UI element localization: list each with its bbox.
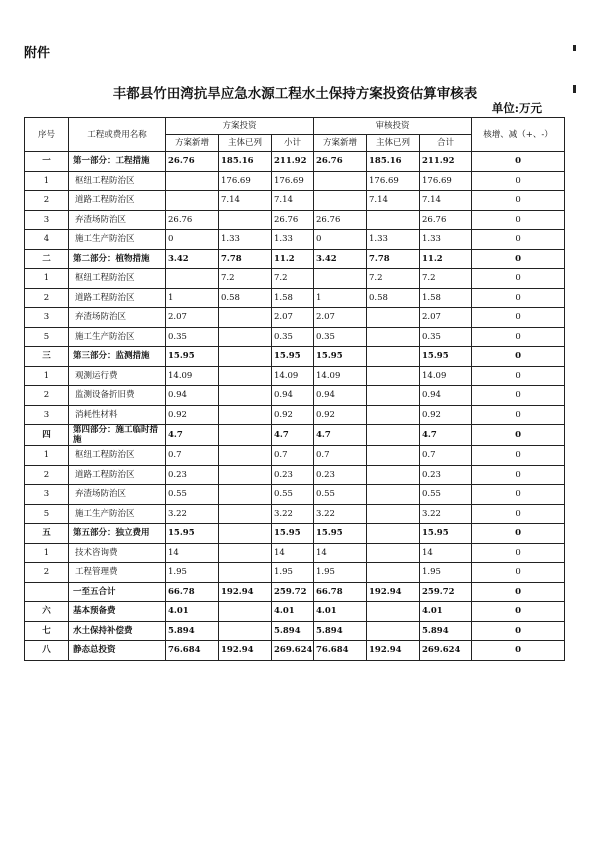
review-main-cell	[367, 563, 420, 583]
plan-new-cell: 14.09	[166, 366, 219, 386]
plan-new-cell	[166, 191, 219, 211]
header-no: 序号	[25, 118, 69, 152]
review-new-cell: 4.7	[314, 425, 367, 446]
review-new-cell: 0.55	[314, 485, 367, 505]
unit-label: 单位:万元	[491, 101, 542, 115]
plan-subtotal-cell: 15.95	[272, 347, 314, 367]
review-main-cell	[367, 308, 420, 328]
row-number: 5	[25, 327, 69, 347]
diff-cell: 0	[472, 288, 565, 308]
review-total-cell: 1.58	[420, 288, 472, 308]
edge-mark	[573, 85, 576, 93]
plan-main-cell	[219, 405, 272, 425]
attachment-label: 附件	[24, 46, 51, 61]
diff-cell: 0	[472, 366, 565, 386]
plan-main-cell	[219, 347, 272, 367]
table-row	[25, 504, 565, 524]
diff-cell: 0	[472, 249, 565, 269]
review-main-cell	[367, 210, 420, 230]
review-new-cell: 0.7	[314, 446, 367, 466]
table-row	[25, 210, 565, 230]
row-name: 第四部分：施工临时措施	[69, 425, 166, 446]
review-main-cell	[367, 621, 420, 641]
plan-new-cell: 0.35	[166, 327, 219, 347]
review-total-cell: 4.01	[420, 602, 472, 622]
review-main-cell: 7.14	[367, 191, 420, 211]
row-name: 施工生产防治区	[69, 504, 166, 524]
row-name: 第二部分：植物措施	[69, 249, 166, 269]
diff-cell: 0	[472, 405, 565, 425]
row-number: 3	[25, 485, 69, 505]
plan-subtotal-cell: 14	[272, 543, 314, 563]
plan-new-cell: 1	[166, 288, 219, 308]
plan-new-cell: 15.95	[166, 347, 219, 367]
table-row	[25, 582, 565, 602]
table-row	[25, 543, 565, 563]
review-total-cell: 15.95	[420, 347, 472, 367]
review-total-cell: 7.2	[420, 269, 472, 289]
diff-cell: 0	[472, 230, 565, 250]
review-new-cell: 1	[314, 288, 367, 308]
review-new-cell: 0.94	[314, 386, 367, 406]
diff-cell: 0	[472, 210, 565, 230]
review-total-cell: 0.23	[420, 465, 472, 485]
review-total-cell: 176.69	[420, 171, 472, 191]
table-row	[25, 425, 565, 446]
row-number: 1	[25, 366, 69, 386]
review-new-cell: 1.95	[314, 563, 367, 583]
row-number: 三	[25, 347, 69, 367]
plan-new-cell: 14	[166, 543, 219, 563]
review-total-cell: 2.07	[420, 308, 472, 328]
row-number: 2	[25, 288, 69, 308]
plan-subtotal-cell: 1.95	[272, 563, 314, 583]
diff-cell: 0	[472, 152, 565, 172]
row-name: 道路工程防治区	[69, 465, 166, 485]
review-main-cell	[367, 446, 420, 466]
review-total-cell: 4.7	[420, 425, 472, 446]
plan-subtotal-cell: 0.7	[272, 446, 314, 466]
review-new-cell: 14.09	[314, 366, 367, 386]
table-row	[25, 641, 565, 661]
review-main-cell	[367, 543, 420, 563]
review-total-cell: 0.94	[420, 386, 472, 406]
review-total-cell: 14.09	[420, 366, 472, 386]
plan-main-cell	[219, 308, 272, 328]
row-number: 一	[25, 152, 69, 172]
plan-main-cell	[219, 485, 272, 505]
edge-mark	[573, 45, 576, 51]
plan-subtotal-cell: 0.55	[272, 485, 314, 505]
review-main-cell	[367, 405, 420, 425]
header-diff: 核增、减（+、-）	[472, 118, 565, 152]
header-name: 工程或费用名称	[69, 118, 166, 152]
header-plan-new: 方案新增	[166, 135, 219, 152]
diff-cell: 0	[472, 171, 565, 191]
row-name: 施工生产防治区	[69, 327, 166, 347]
review-main-cell: 7.78	[367, 249, 420, 269]
row-number: 2	[25, 191, 69, 211]
row-number: 五	[25, 524, 69, 544]
review-new-cell: 0	[314, 230, 367, 250]
plan-main-cell	[219, 425, 272, 446]
review-new-cell: 4.01	[314, 602, 367, 622]
table-row	[25, 152, 565, 172]
plan-main-cell	[219, 465, 272, 485]
row-number: 4	[25, 230, 69, 250]
review-total-cell: 1.33	[420, 230, 472, 250]
review-main-cell	[367, 425, 420, 446]
row-number: 2	[25, 563, 69, 583]
row-number: 七	[25, 621, 69, 641]
diff-cell: 0	[472, 582, 565, 602]
plan-subtotal-cell: 15.95	[272, 524, 314, 544]
review-main-cell	[367, 465, 420, 485]
review-total-cell: 11.2	[420, 249, 472, 269]
diff-cell: 0	[472, 485, 565, 505]
row-name: 弃渣场防治区	[69, 485, 166, 505]
review-total-cell: 15.95	[420, 524, 472, 544]
document-title: 丰都县竹田湾抗旱应急水源工程水土保持方案投资估算审核表	[112, 86, 478, 102]
plan-new-cell: 4.7	[166, 425, 219, 446]
review-new-cell: 26.76	[314, 210, 367, 230]
plan-new-cell: 3.22	[166, 504, 219, 524]
row-name: 施工生产防治区	[69, 230, 166, 250]
diff-cell: 0	[472, 543, 565, 563]
diff-cell: 0	[472, 347, 565, 367]
row-name: 水土保持补偿费	[69, 621, 166, 641]
plan-main-cell	[219, 327, 272, 347]
plan-main-cell: 7.2	[219, 269, 272, 289]
diff-cell: 0	[472, 425, 565, 446]
plan-main-cell	[219, 602, 272, 622]
review-main-cell: 0.58	[367, 288, 420, 308]
header-review-sum: 合计	[420, 135, 472, 152]
row-number: 八	[25, 641, 69, 661]
review-main-cell	[367, 327, 420, 347]
diff-cell: 0	[472, 563, 565, 583]
row-number: 2	[25, 465, 69, 485]
plan-main-cell: 1.33	[219, 230, 272, 250]
review-new-cell: 5.894	[314, 621, 367, 641]
table-row	[25, 288, 565, 308]
review-total-cell: 1.95	[420, 563, 472, 583]
plan-new-cell: 0.92	[166, 405, 219, 425]
review-main-cell	[367, 504, 420, 524]
row-name: 工程管理费	[69, 563, 166, 583]
table-row	[25, 230, 565, 250]
table-row	[25, 524, 565, 544]
plan-subtotal-cell: 211.92	[272, 152, 314, 172]
plan-subtotal-cell: 259.72	[272, 582, 314, 602]
table-row	[25, 366, 565, 386]
plan-subtotal-cell: 2.07	[272, 308, 314, 328]
plan-subtotal-cell: 26.76	[272, 210, 314, 230]
row-number: 1	[25, 446, 69, 466]
row-number: 3	[25, 210, 69, 230]
plan-main-cell: 185.16	[219, 152, 272, 172]
row-number: 3	[25, 405, 69, 425]
table-row	[25, 602, 565, 622]
plan-new-cell	[166, 171, 219, 191]
table-row	[25, 563, 565, 583]
review-main-cell: 192.94	[367, 641, 420, 661]
plan-main-cell: 0.58	[219, 288, 272, 308]
plan-new-cell: 3.42	[166, 249, 219, 269]
plan-subtotal-cell: 11.2	[272, 249, 314, 269]
header-review-new: 方案新增	[314, 135, 367, 152]
review-new-cell: 3.22	[314, 504, 367, 524]
plan-new-cell: 76.684	[166, 641, 219, 661]
review-total-cell: 269.624	[420, 641, 472, 661]
review-total-cell: 0.35	[420, 327, 472, 347]
plan-main-cell: 192.94	[219, 582, 272, 602]
row-name: 一至五合计	[69, 582, 166, 602]
plan-new-cell: 66.78	[166, 582, 219, 602]
row-number: 1	[25, 171, 69, 191]
review-total-cell: 0.55	[420, 485, 472, 505]
review-main-cell	[367, 524, 420, 544]
row-name: 第一部分：工程措施	[69, 152, 166, 172]
review-main-cell	[367, 366, 420, 386]
plan-main-cell	[219, 524, 272, 544]
review-new-cell	[314, 191, 367, 211]
plan-main-cell	[219, 366, 272, 386]
diff-cell: 0	[472, 602, 565, 622]
table-row	[25, 249, 565, 269]
review-main-cell: 1.33	[367, 230, 420, 250]
review-total-cell: 14	[420, 543, 472, 563]
plan-subtotal-cell: 4.7	[272, 425, 314, 446]
row-name: 枢纽工程防治区	[69, 446, 166, 466]
review-main-cell	[367, 347, 420, 367]
diff-cell: 0	[472, 308, 565, 328]
plan-new-cell: 0.55	[166, 485, 219, 505]
investment-review-table	[24, 117, 565, 661]
row-name: 监测设备折旧费	[69, 386, 166, 406]
table-row	[25, 171, 565, 191]
diff-cell: 0	[472, 269, 565, 289]
plan-main-cell	[219, 210, 272, 230]
plan-subtotal-cell: 269.624	[272, 641, 314, 661]
review-total-cell: 0.92	[420, 405, 472, 425]
row-number: 1	[25, 543, 69, 563]
review-new-cell: 0.92	[314, 405, 367, 425]
plan-main-cell: 176.69	[219, 171, 272, 191]
review-total-cell: 211.92	[420, 152, 472, 172]
table-row	[25, 269, 565, 289]
review-new-cell: 26.76	[314, 152, 367, 172]
review-new-cell: 66.78	[314, 582, 367, 602]
plan-main-cell	[219, 621, 272, 641]
review-total-cell: 7.14	[420, 191, 472, 211]
plan-subtotal-cell: 176.69	[272, 171, 314, 191]
table-row	[25, 465, 565, 485]
row-number: 1	[25, 269, 69, 289]
review-new-cell: 0.35	[314, 327, 367, 347]
table-row	[25, 405, 565, 425]
review-total-cell: 0.7	[420, 446, 472, 466]
row-name: 技术咨询费	[69, 543, 166, 563]
row-name: 枢纽工程防治区	[69, 269, 166, 289]
plan-new-cell: 26.76	[166, 210, 219, 230]
plan-subtotal-cell: 0.23	[272, 465, 314, 485]
plan-main-cell: 192.94	[219, 641, 272, 661]
diff-cell: 0	[472, 191, 565, 211]
plan-new-cell: 26.76	[166, 152, 219, 172]
diff-cell: 0	[472, 621, 565, 641]
plan-main-cell	[219, 386, 272, 406]
table-row	[25, 347, 565, 367]
diff-cell: 0	[472, 641, 565, 661]
review-total-cell: 3.22	[420, 504, 472, 524]
plan-subtotal-cell: 0.92	[272, 405, 314, 425]
plan-main-cell: 7.78	[219, 249, 272, 269]
table-row	[25, 621, 565, 641]
row-name: 弃渣场防治区	[69, 308, 166, 328]
plan-main-cell	[219, 446, 272, 466]
plan-main-cell	[219, 504, 272, 524]
review-main-cell: 176.69	[367, 171, 420, 191]
row-name: 第五部分：独立费用	[69, 524, 166, 544]
review-main-cell: 7.2	[367, 269, 420, 289]
table-body	[25, 152, 565, 661]
plan-new-cell: 0.7	[166, 446, 219, 466]
row-name: 观测运行费	[69, 366, 166, 386]
review-total-cell: 5.894	[420, 621, 472, 641]
row-name: 静态总投资	[69, 641, 166, 661]
plan-new-cell: 2.07	[166, 308, 219, 328]
row-number: 3	[25, 308, 69, 328]
review-new-cell: 2.07	[314, 308, 367, 328]
review-new-cell: 15.95	[314, 347, 367, 367]
plan-new-cell: 0	[166, 230, 219, 250]
row-number	[25, 582, 69, 602]
plan-new-cell: 1.95	[166, 563, 219, 583]
diff-cell: 0	[472, 386, 565, 406]
table-row	[25, 327, 565, 347]
row-name: 道路工程防治区	[69, 191, 166, 211]
header-review: 审核投资	[314, 118, 472, 135]
row-number: 四	[25, 425, 69, 446]
diff-cell: 0	[472, 465, 565, 485]
review-main-cell	[367, 386, 420, 406]
diff-cell: 0	[472, 524, 565, 544]
row-name: 基本预备费	[69, 602, 166, 622]
plan-new-cell: 15.95	[166, 524, 219, 544]
review-main-cell	[367, 485, 420, 505]
header-review-main: 主体已列	[367, 135, 420, 152]
row-name: 第三部分：监测措施	[69, 347, 166, 367]
row-number: 二	[25, 249, 69, 269]
plan-subtotal-cell: 5.894	[272, 621, 314, 641]
table-row	[25, 446, 565, 466]
plan-subtotal-cell: 14.09	[272, 366, 314, 386]
plan-main-cell	[219, 543, 272, 563]
table-row	[25, 191, 565, 211]
plan-subtotal-cell: 0.94	[272, 386, 314, 406]
table-row	[25, 485, 565, 505]
plan-subtotal-cell: 0.35	[272, 327, 314, 347]
row-name: 消耗性材料	[69, 405, 166, 425]
review-main-cell	[367, 602, 420, 622]
review-new-cell: 3.42	[314, 249, 367, 269]
plan-new-cell	[166, 269, 219, 289]
table-row	[25, 386, 565, 406]
table-row	[25, 308, 565, 328]
review-new-cell: 0.23	[314, 465, 367, 485]
header-plan: 方案投资	[166, 118, 314, 135]
plan-subtotal-cell: 1.33	[272, 230, 314, 250]
row-number: 2	[25, 386, 69, 406]
plan-new-cell: 0.23	[166, 465, 219, 485]
row-name: 道路工程防治区	[69, 288, 166, 308]
plan-new-cell: 0.94	[166, 386, 219, 406]
review-new-cell: 76.684	[314, 641, 367, 661]
row-name: 弃渣场防治区	[69, 210, 166, 230]
plan-main-cell	[219, 563, 272, 583]
diff-cell: 0	[472, 504, 565, 524]
review-main-cell: 185.16	[367, 152, 420, 172]
review-new-cell: 15.95	[314, 524, 367, 544]
plan-subtotal-cell: 4.01	[272, 602, 314, 622]
review-total-cell: 26.76	[420, 210, 472, 230]
header-plan-sub: 小计	[272, 135, 314, 152]
header-plan-main: 主体已列	[219, 135, 272, 152]
row-number: 5	[25, 504, 69, 524]
review-main-cell: 192.94	[367, 582, 420, 602]
review-new-cell	[314, 171, 367, 191]
plan-main-cell: 7.14	[219, 191, 272, 211]
plan-subtotal-cell: 7.14	[272, 191, 314, 211]
plan-subtotal-cell: 3.22	[272, 504, 314, 524]
plan-subtotal-cell: 1.58	[272, 288, 314, 308]
row-number: 六	[25, 602, 69, 622]
review-new-cell	[314, 269, 367, 289]
review-total-cell: 259.72	[420, 582, 472, 602]
row-name: 枢纽工程防治区	[69, 171, 166, 191]
review-new-cell: 14	[314, 543, 367, 563]
plan-new-cell: 4.01	[166, 602, 219, 622]
diff-cell: 0	[472, 446, 565, 466]
diff-cell: 0	[472, 327, 565, 347]
plan-subtotal-cell: 7.2	[272, 269, 314, 289]
plan-new-cell: 5.894	[166, 621, 219, 641]
